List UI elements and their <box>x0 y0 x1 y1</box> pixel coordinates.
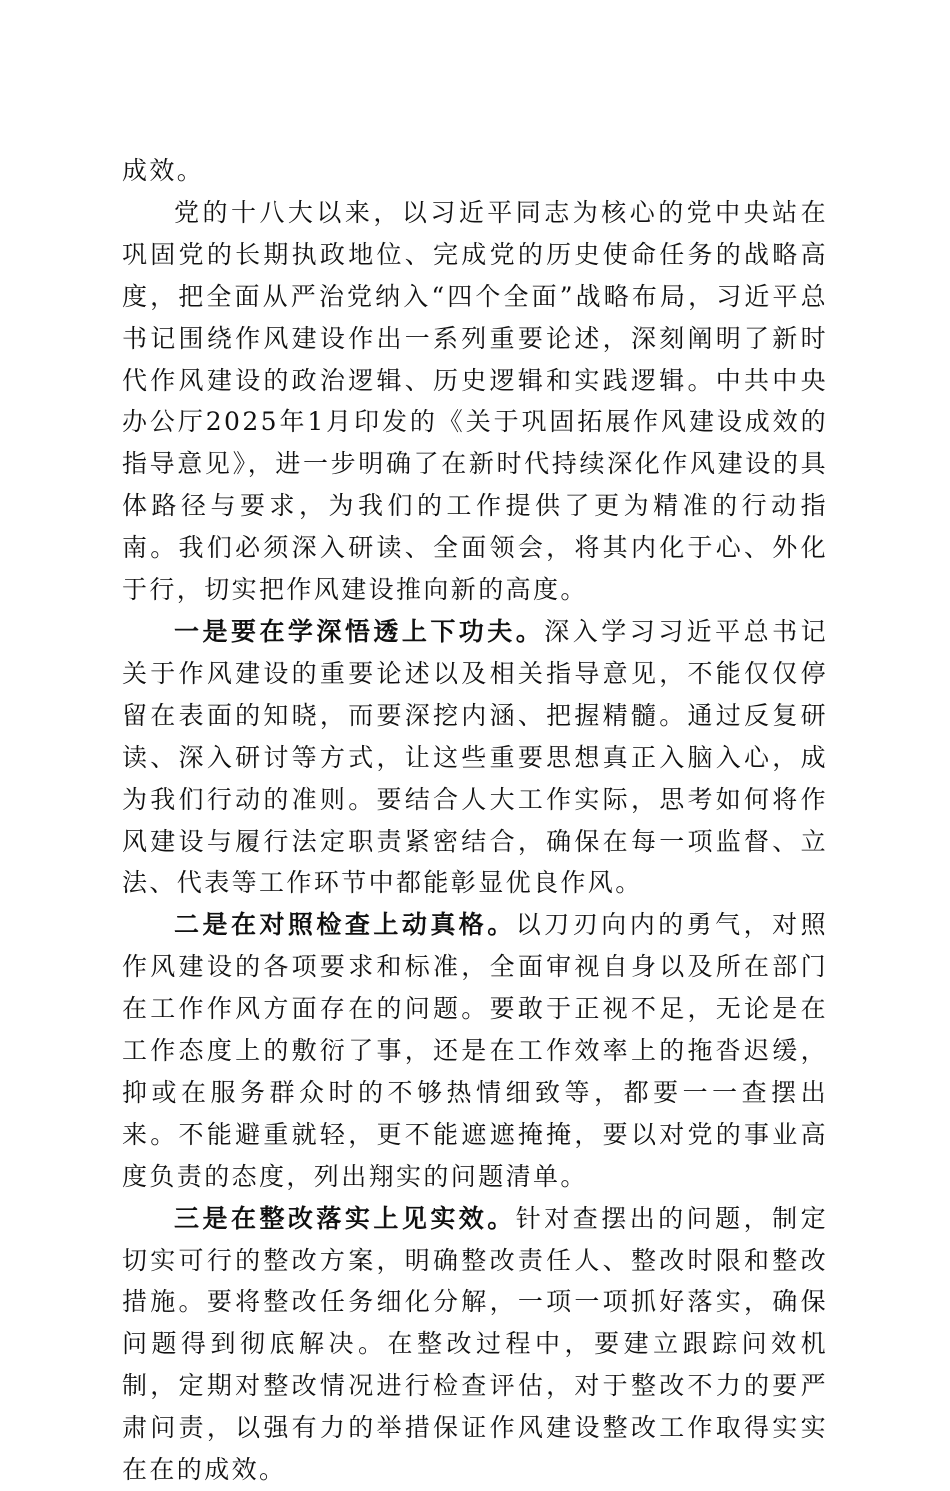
paragraph-text: 深入学习习近平总书记关于作风建设的重要论述以及相关指导意见，不能仅仅停留在表面的知晓，而要深挖内涵、把握精髓。通过反复研读、深入研讨等方式，让这些重要思想真正入脑入心，成为我们行动的准则。要结合人大工作实际，思考如何将作风建设与履行法定职责紧密结合，确保在每一项监督、立法、代表等工作环节中都能彰显优良作风。 <box>122 616 828 898</box>
paragraph-intro <box>122 192 828 611</box>
paragraph-point-three <box>122 1198 828 1491</box>
paragraph-text: 成效。 <box>122 156 205 185</box>
paragraph-lead-heading: 二是在对照检查上动真格。 <box>174 910 516 940</box>
paragraph-lead-heading: 一是要在学深悟透上下功夫。 <box>174 616 545 646</box>
paragraph-point-one <box>122 611 828 904</box>
paragraph-text: 党的十八大以来，以习近平同志为核心的党中央站在巩固党的长期执政地位、完成党的历史使命任务的战略高度，把全面从严治党纳入“四个全面”战略布局，习近平总书记围绕作风建设作出一系列重要论述，深刻阐明了新时代作风建设的政治逻辑、历史逻辑和实践逻辑。中共中央办公厅2025年1月印发的《关于巩固拓展作风建设成效的指导意见》，进一步明确了在新时代持续深化作风建设的具体路径与要求，为我们的工作提供了更为精准的行动指南。我们必须深入研读、全面领会，将其内化于心、外化于行，切实把作风建设推向新的高度。 <box>122 197 828 605</box>
paragraph-lead-heading: 三是在整改落实上见实效。 <box>174 1203 516 1233</box>
paragraph-text: 以刀刃向内的勇气，对照作风建设的各项要求和标准，全面审视自身以及所在部门在工作作风方面存在的问题。要敢于正视不足，无论是在工作态度上的敷衍了事，还是在工作效率上的拖沓迟缓，抑或在服务群众时的不够热情细致等，都要一一查摆出来。不能避重就轻，更不能遮遮掩掩，要以对党的事业高度负责的态度，列出翔实的问题清单。 <box>122 910 828 1191</box>
paragraph-point-two <box>122 904 828 1197</box>
body-text <box>122 150 828 1491</box>
paragraph-text: 针对查摆出的问题，制定切实可行的整改方案，明确整改责任人、整改时限和整改措施。要将整改任务细化分解，一项一项抓好落实，确保问题得到彻底解决。在整改过程中，要建立跟踪问效机制，定期对整改情况进行检查评估，对于整改不力的要严肃问责，以强有力的举措保证作风建设整改工作取得实实在在的成效。 <box>122 1203 828 1485</box>
paragraph-continuation <box>122 150 828 192</box>
